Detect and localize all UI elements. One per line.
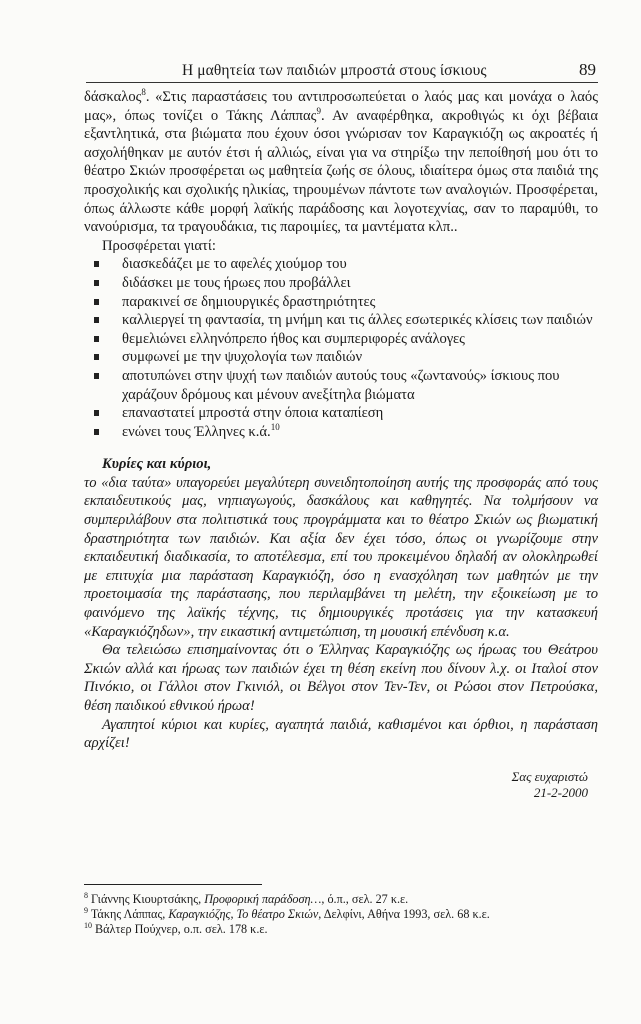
bullet-list — [84, 255, 598, 441]
speech-paragraph-3: Αγαπητοί κύριοι και κυρίες, αγαπητά παιδιά, καθισμένοι και όρθιοι, η παράσταση αρχίζει! — [84, 716, 598, 752]
text-run: δάσκαλος — [84, 89, 142, 105]
footnote-title: Καραγκιόζης, Το θέατρο Σκιών — [168, 907, 319, 921]
footnote-divider — [84, 884, 262, 885]
footnote-number: 9 — [84, 905, 88, 915]
bullet-item: διδάσκει με τους ήρωες που προβάλλει — [84, 274, 598, 293]
footnote-rest: , Δελφίνι, Αθήνα 1993, σελ. 68 κ.ε. — [318, 907, 490, 921]
footnote-rest: , ό.π., σελ. 27 κ.ε. — [321, 892, 409, 906]
footnote-title: Προφορική παράδοση… — [204, 892, 322, 906]
speech-address: Κυρίες και κύριοι, — [102, 456, 212, 473]
running-title: Η μαθητεία των παιδιών μπροστά στους ίσκιους — [182, 62, 487, 79]
footnote-number: 10 — [84, 920, 92, 930]
text-run: . «Στις παραστάσεις του αντιπροσωπεύεται ο λαός μας και μονάχα ο λαός μας», όπως τονίζει ο Τάκης Λάππας — [84, 89, 598, 124]
bullet-item: καλλιεργεί τη φαντασία, τη μνήμη και τις άλλες εσωτερικές κλίσεις των παιδιών — [84, 311, 598, 330]
footnotes — [84, 892, 598, 937]
footnote-number: 8 — [84, 890, 88, 900]
footnote-10 — [84, 922, 598, 937]
list-intro: Προσφέρεται γιατί: — [102, 237, 216, 254]
speech-paragraph-1: το «δια ταύτα» υπαγορεύει μεγαλύτερη συνειδητοποίηση αυτής της προσφοράς από τους εκπαιδευτικούς μας, νηπιαγωγούς, δασκάλους και καθηγητές. Να τολμήσουν να συμπεριλάβουν στα πολιτιστικά τους προγράμματα και το θέατρο Σκιών ως βιωματική δραστηριότητα των παιδιών. Και αξία δεν έχει τόσο, όπως οι γνωρίζουμε στην εκπαιδευτική διαδικασία, το αποτέλεσμα, επί του προκειμένου δηλαδή αν ολοκληρωθεί με επιτυχία μια παράσταση Καραγκιόζη, όσο η ενασχόληση των μαθητών με την προετοιμασία της παράστασης, που περιλαμβάνει τη μελέτη, την εξοικείωση με το φαινόμενο της λαϊκής τέχνης, τις δημιουργικές προτάσεις για την κατασκευή «Καραγκιόζηδων», την εικαστική αντιμετώπιση, τη μουσική επένδυση κ.α. — [84, 474, 598, 640]
bullet-item: αποτυπώνει στην ψυχή των παιδιών αυτούς τους «ζωντανούς» ίσκιους που χαράζουν δρόμους και μένουν ανεξίτηλα βιώματα — [84, 367, 598, 404]
page-number: 89 — [579, 60, 596, 79]
footnote-author: Γιάννης Κιουρτσάκης, — [91, 892, 205, 906]
signoff — [84, 769, 598, 801]
main-text — [84, 88, 598, 801]
footnote-author: Βάλτερ Πούχνερ, — [95, 922, 184, 936]
footnote-ref-8: 8 — [141, 87, 146, 98]
speech-paragraph-2: Θα τελειώσω επισημαίνοντας ότι ο Έλληνας Καραγκιόζης ως ήρωας του Θεάτρου Σκιών αλλά και ήρωας των παιδιών έχει τη θέση εκείνη που δίνουν λ.χ. οι Ιταλοί στον Πινόκιο, οι Γάλλοι στον Γκινιόλ, οι Βέλγοι στον Τεν-Τεν, οι Ρώσοι στον Πετρούσκα, θέση παιδικού εθνικού ήρωα! — [84, 642, 598, 714]
paragraph-1 — [84, 88, 598, 237]
text-run: . Αν αναφέρθηκα, ακροθιγώς κι όχι βέβαια εξαντλητικά, στα βιώματα που έχουν όσοι γνώρισαν τον Καραγκιόζη ως ακροατές ή ασχολήθηκαν με αυτόν έτσι ή αλλιώς, είναι για να στηρίξω την πεποίθησή μου ότι το θέατρο Σκιών προσφέρεται ως μαθητεία ζωής σε όλους, ιδιαίτερα όμως στα παιδιά της προσχολικής και σχολικής ηλικίας, τηρουμένων πάντοτε των αναλογιών. Προσφέρεται, όπως άλλωστε κάθε μορφή λαϊκής παράδοσης και λογοτεχνίας, σαν το παραμύθι, το νανούρισμα, τα τραγουδάκια, τις παροιμίες, τα μαντέματα κλπ.. — [84, 107, 598, 236]
footnote-9 — [84, 907, 598, 922]
footnote-rest: ο.π. σελ. 178 κ.ε. — [183, 922, 268, 936]
footnote-ref-9: 9 — [316, 105, 321, 116]
running-header — [86, 60, 598, 83]
footnote-ref-10: 10 — [270, 421, 280, 432]
date-line: 21-2-2000 — [533, 784, 588, 800]
bullet-item: διασκεδάζει με το αφελές χιούμορ του — [84, 255, 598, 274]
bullet-item-last — [84, 423, 598, 442]
bullet-item: θεμελιώνει ελληνόπρεπο ήθος και συμπεριφορές ανάλογες — [84, 330, 598, 349]
bullet-text: ενώνει τους Έλληνες κ.ά. — [122, 423, 271, 440]
bullet-item: παρακινεί σε δημιουργικές δραστηριότητες — [84, 293, 598, 312]
footnote-8 — [84, 892, 598, 907]
footnote-author: Τάκης Λάππας, — [90, 907, 169, 921]
bullet-item: επαναστατεί μπροστά στην όποια καταπίεση — [84, 404, 598, 423]
bullet-item: συμφωνεί με την ψυχολογία των παιδιών — [84, 348, 598, 367]
thanks-line: Σας ευχαριστώ — [511, 768, 588, 784]
